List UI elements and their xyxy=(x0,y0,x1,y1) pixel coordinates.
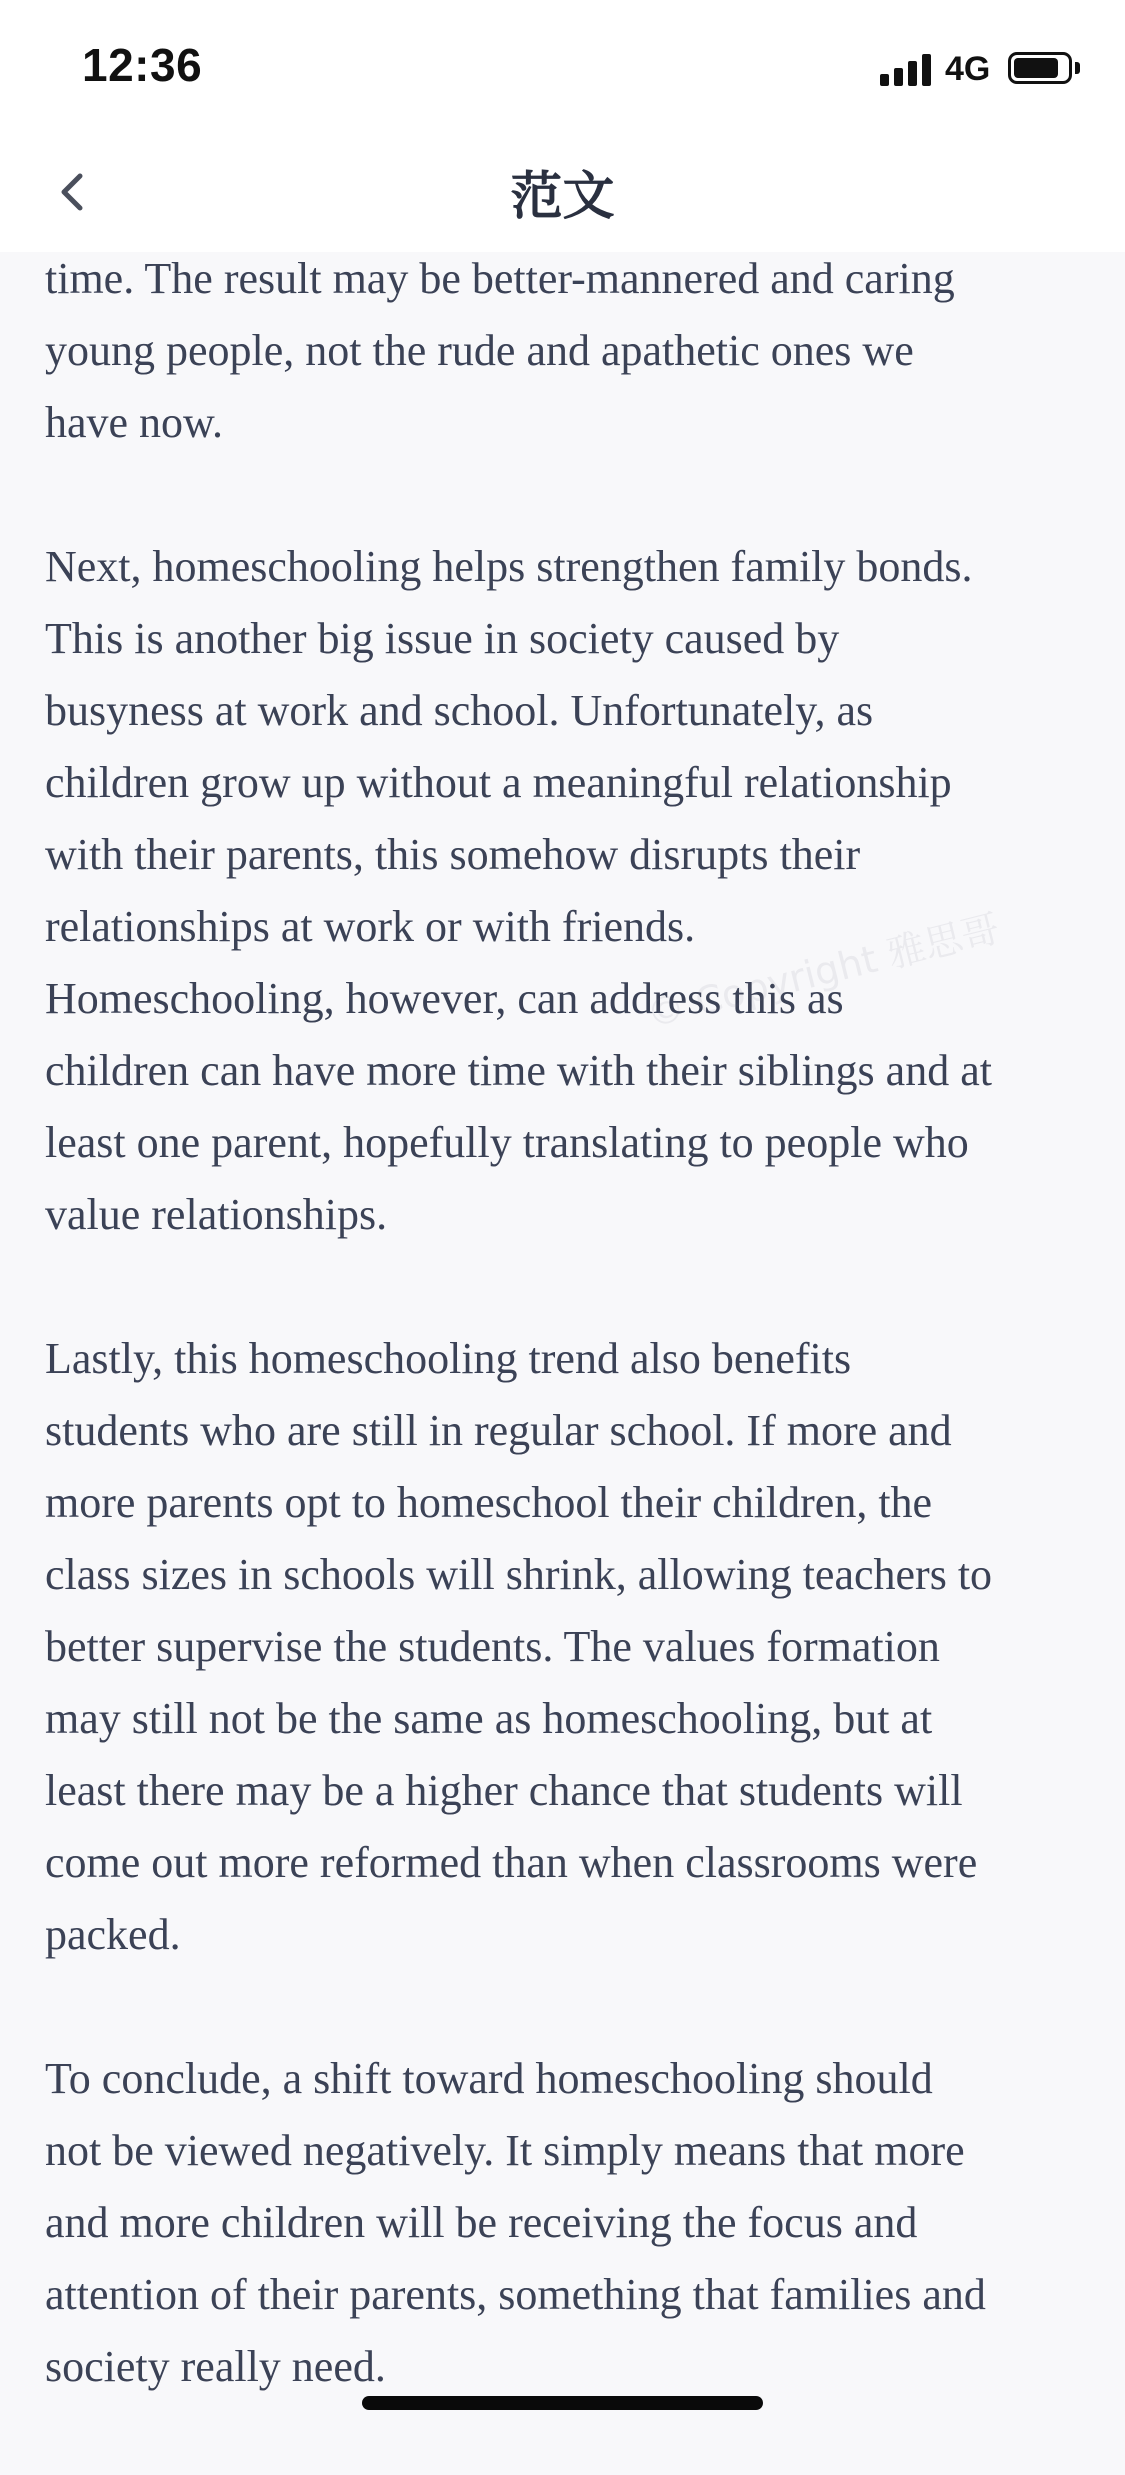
status-bar xyxy=(0,0,1125,132)
article-body xyxy=(45,243,1095,2475)
article-paragraph: Lastly, this homeschooling trend also benefits students who are still in regular school. If more and more parents opt to homeschool their children, the class sizes in schools will shrink, allowing teachers to better supervise the students. The values formation may still not be the same as homeschooling, but at least there may be a higher chance that students will come out more reformed than when classrooms were packed. xyxy=(45,1334,993,1959)
status-time: 12:36 xyxy=(82,39,203,91)
article-paragraph: time. The result may be better-mannered and caring young people, not the rude and apathetic ones we have now. xyxy=(45,254,955,447)
article-paragraph: Next, homeschooling helps strengthen family bonds. This is another big issue in society caused by busyness at work and school. Unfortunately, as children grow up without a meaningful relationship with their parents, this somehow disrupts their relationships at work or with friends. Homeschooling, however, can address this as children can have more time with their siblings and at least one parent, hopefully translating to people who value relationships. xyxy=(45,542,992,1239)
copyright-watermark: © Copyright 雅思哥 xyxy=(642,906,1004,1037)
battery-icon xyxy=(1008,52,1072,84)
nav-bar xyxy=(0,132,1125,252)
article-paragraph: To conclude, a shift toward homeschooling should not be viewed negatively. It simply means that more and more children will be receiving the focus and attention of their parents, something that families and society really need. xyxy=(45,2054,986,2391)
battery-cap xyxy=(1075,62,1080,74)
signal-icon xyxy=(880,52,936,86)
network-type: 4G xyxy=(945,50,991,88)
battery-fill xyxy=(1014,58,1058,78)
home-indicator[interactable] xyxy=(362,2396,763,2410)
page-title: 范文 xyxy=(510,167,615,227)
